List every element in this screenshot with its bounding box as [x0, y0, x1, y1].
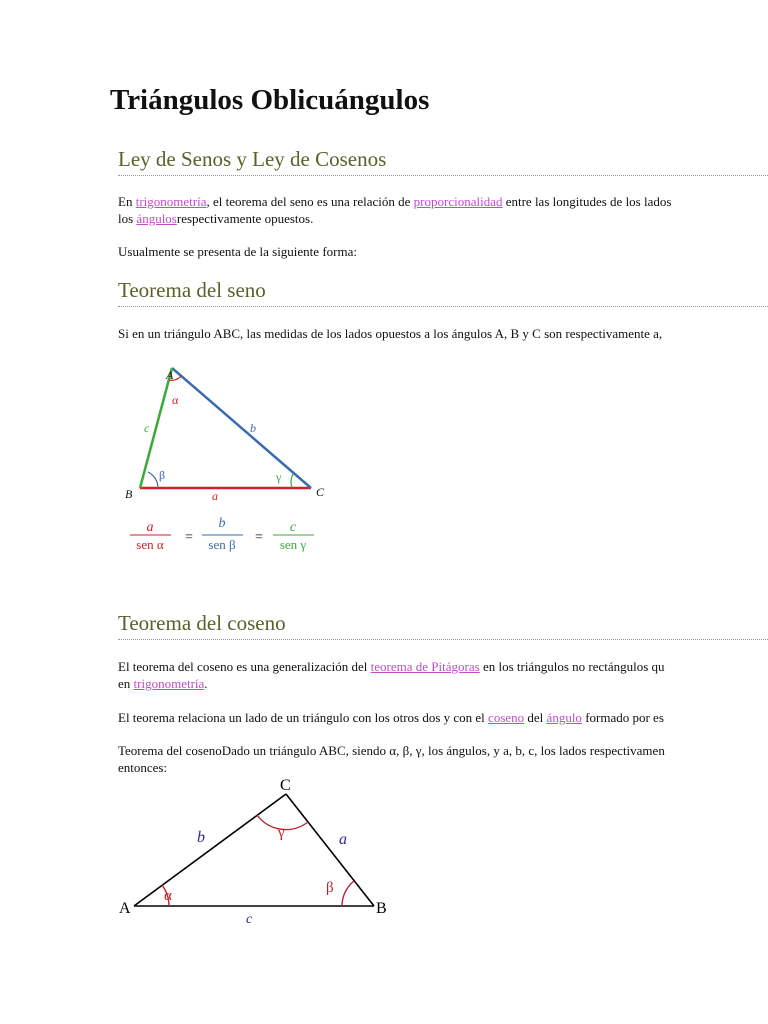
section-heading-teorema-seno: Teorema del seno — [118, 278, 266, 302]
angle-gamma-arc — [291, 474, 293, 488]
relation-paragraph — [118, 709, 664, 726]
section-divider — [118, 175, 768, 176]
definition-paragraph-line-1: Teorema del cosenoDado un triángulo ABC, siendo α, β, γ, los ángulos, y a, b, c, los lados respectivamen — [118, 743, 665, 758]
side-a-label: a — [212, 489, 218, 503]
text-run: . — [204, 676, 208, 691]
angle-beta-arc — [342, 881, 354, 906]
vertex-a-label: A — [119, 900, 131, 917]
link-trigonometria[interactable]: trigonometría — [135, 194, 207, 209]
angle-beta-label: β — [326, 880, 334, 896]
side-b-line — [172, 368, 311, 488]
link-teorema-pitagoras[interactable]: teorema de Pitágoras — [370, 659, 480, 674]
text-run: respectivamente opuestos. — [176, 211, 314, 226]
law-of-cosines-figure — [110, 770, 410, 930]
side-a-label: a — [339, 831, 347, 848]
text-run: En — [118, 194, 136, 209]
page-title: Triángulos Oblicuángulos — [110, 84, 430, 116]
formula-den-a: sen α — [136, 537, 164, 552]
side-b-line — [134, 794, 286, 906]
vertex-a-label: A — [166, 368, 174, 382]
text-run: formado por es — [581, 710, 664, 725]
angle-gamma-label: γ — [278, 825, 285, 841]
law-of-sines-figure — [110, 360, 350, 560]
side-c-label: c — [144, 421, 150, 435]
formula-den-b: sen β — [208, 537, 236, 552]
section-divider — [118, 639, 768, 640]
section-divider — [118, 306, 768, 307]
link-proporcionalidad[interactable]: proporcionalidad — [413, 194, 503, 209]
angle-alpha-label: α — [172, 393, 179, 407]
text-run: los — [118, 211, 137, 226]
section-heading-teorema-coseno: Teorema del coseno — [118, 611, 286, 635]
text-run: , el teorema del seno es una relación de — [206, 194, 414, 209]
side-b-label: b — [250, 421, 256, 435]
angle-beta-label: β — [159, 468, 166, 482]
vertex-c-label: C — [316, 485, 325, 499]
text-run: El teorema relaciona un lado de un triángulo con los otros dos y con el — [118, 710, 489, 725]
formula-num-b: b — [218, 516, 226, 531]
text-run: El teorema del coseno es una generalización del — [118, 659, 371, 674]
vertex-c-label: C — [280, 777, 291, 794]
seno-paragraph: Si en un triángulo ABC, las medidas de los lados opuestos a los ángulos A, B y C son respectivamente a, — [118, 326, 663, 341]
angle-gamma-label: γ — [276, 470, 282, 484]
link-coseno[interactable]: coseno — [488, 710, 525, 725]
link-angulos[interactable]: ángulos — [136, 211, 177, 226]
vertex-b-label: B — [125, 487, 133, 501]
angle-beta-arc — [148, 472, 158, 488]
coseno-paragraph-line-1 — [118, 658, 665, 675]
side-b-label: b — [197, 829, 205, 846]
formula-num-c: c — [289, 520, 297, 535]
side-c-label: c — [246, 912, 253, 927]
link-angulo[interactable]: ángulo — [546, 710, 582, 725]
text-run: en — [118, 676, 134, 691]
formula-equals-1: = — [185, 530, 193, 545]
text-run: entre las longitudes de los lados — [502, 194, 672, 209]
angle-alpha-label: α — [164, 888, 172, 904]
coseno-paragraph-line-2 — [118, 675, 208, 692]
intro-paragraph-line-2 — [118, 210, 313, 227]
formula-num-a: a — [146, 520, 154, 535]
definition-paragraph-line-2: entonces: — [118, 760, 168, 775]
form-paragraph: Usualmente se presenta de la siguiente forma: — [118, 244, 357, 259]
section-heading-senos-cosenos: Ley de Senos y Ley de Cosenos — [118, 147, 387, 171]
text-run: del — [524, 710, 547, 725]
text-run: en los triángulos no rectángulos qu — [479, 659, 665, 674]
formula-den-c: sen γ — [279, 537, 307, 552]
vertex-b-label: B — [376, 900, 387, 917]
intro-paragraph-line-1 — [118, 193, 671, 210]
formula-equals-2: = — [255, 530, 263, 545]
link-trigonometria-2[interactable]: trigonometría — [133, 676, 205, 691]
